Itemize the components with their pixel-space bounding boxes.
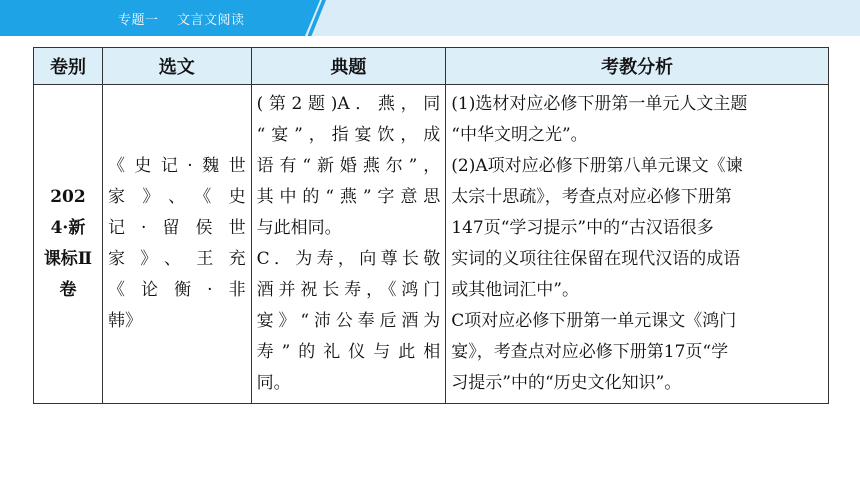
analysis-line: C项对应必修下册第一单元课文《鸿门 xyxy=(451,311,737,331)
analysis-line: 147页“学习提示”中的“古汉语很多 xyxy=(451,218,714,238)
source-line: 韩》 xyxy=(107,311,142,331)
analysis-line: (2)A项对应必修下册第八单元课文《谏 xyxy=(451,156,743,176)
analysis-line: 或其他词汇中”。 xyxy=(451,280,579,300)
column-header-analysis: 考教分析 xyxy=(446,48,829,85)
analysis-line: (1)选材对应必修下册第一单元人文主题 xyxy=(451,94,748,114)
column-header-typical-question: 典题 xyxy=(251,48,446,85)
analysis-line: “中华文明之光”。 xyxy=(451,125,588,145)
cell-paper xyxy=(34,85,103,404)
source-line: 家》、《史 xyxy=(107,187,246,207)
analysis-line: 习提示”中的“历史文化知识”。 xyxy=(451,373,682,393)
source-line: 《史记·魏世 xyxy=(107,156,246,176)
cell-typical-question xyxy=(251,85,446,404)
column-header-source-text: 选文 xyxy=(102,48,251,85)
question-line: C．为寿，向尊长敬 xyxy=(256,249,441,269)
table-header-row xyxy=(34,48,829,85)
analysis-line: 太宗十思疏》，考查点对应必修下册第 xyxy=(451,187,732,207)
question-line: (第2题)A．燕，同 xyxy=(256,94,441,114)
paper-line: 卷 xyxy=(59,280,77,300)
question-line: “宴”，指宴饮，成 xyxy=(256,125,441,145)
paper-line: 课标Ⅱ xyxy=(43,249,93,269)
question-line: 寿”的礼仪与此相 xyxy=(256,342,441,362)
cell-source-text xyxy=(102,85,251,404)
question-line: 语有“新婚燕尔”， xyxy=(256,156,441,176)
paper-line: 4·新 xyxy=(50,218,86,238)
cell-analysis xyxy=(446,85,829,404)
section-title: 专题一 文言文阅读 xyxy=(118,13,245,28)
source-line: 家》、王充 xyxy=(107,249,246,269)
table-row xyxy=(34,85,829,404)
question-line: 其中的“燕”字意思 xyxy=(256,187,441,207)
analysis-line: 实词的义项往往保留在现代汉语的成语 xyxy=(451,249,741,269)
question-line: 与此相同。 xyxy=(256,218,342,238)
question-line: 宴》“沛公奉卮酒为 xyxy=(256,311,441,331)
source-line: 《论衡·非 xyxy=(107,280,246,300)
exam-analysis-table xyxy=(33,47,829,404)
question-line: 同。 xyxy=(256,373,291,393)
column-header-paper: 卷别 xyxy=(34,48,103,85)
source-line: 记·留侯世 xyxy=(107,218,246,238)
paper-line: 202 xyxy=(50,187,86,207)
question-line: 酒并祝长寿，《鸿门 xyxy=(256,280,441,300)
analysis-line: 宴》，考查点对应必修下册第17页“学 xyxy=(451,342,729,362)
